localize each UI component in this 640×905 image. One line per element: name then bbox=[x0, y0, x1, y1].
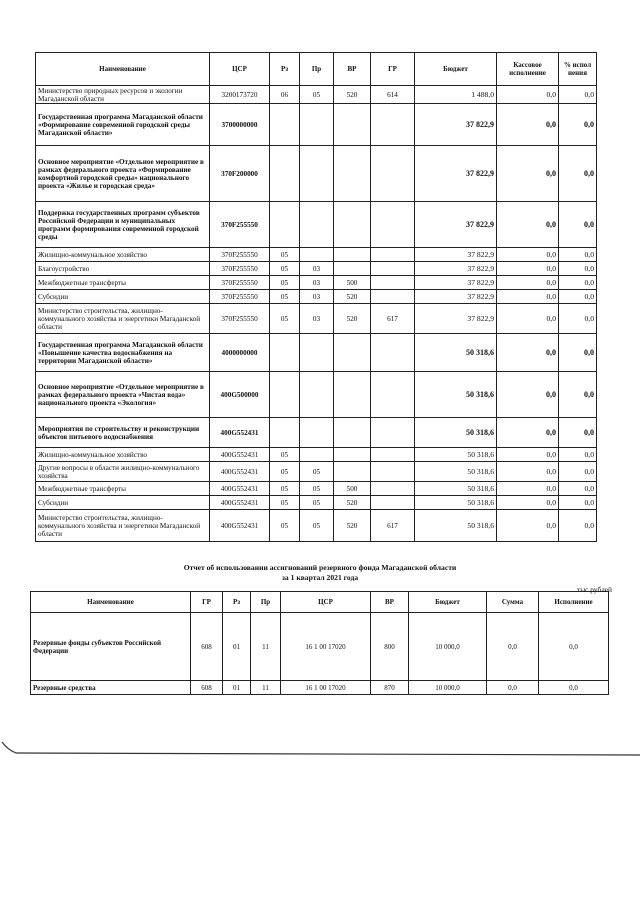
cell-vr bbox=[334, 334, 371, 372]
cell-vr: 520 bbox=[334, 86, 371, 104]
cell-name: Субсидии bbox=[36, 290, 210, 304]
cell-csr: 400G500000 bbox=[210, 372, 270, 418]
cell-gr bbox=[371, 146, 415, 202]
cell-kass: 0,0 bbox=[497, 462, 559, 482]
cell-vr bbox=[334, 462, 371, 482]
cell-csr: 3700000000 bbox=[210, 104, 270, 146]
cell-pct: 0,0 bbox=[559, 462, 597, 482]
cell-kass: 0,0 bbox=[497, 418, 559, 448]
cell-gr bbox=[371, 290, 415, 304]
cell-gr bbox=[371, 104, 415, 146]
cell-kass: 0,0 bbox=[497, 104, 559, 146]
res-header-vr: ВР bbox=[371, 592, 409, 613]
res-cell-exec: 0,0 bbox=[539, 613, 609, 681]
cell-budget: 37 822,9 bbox=[415, 104, 497, 146]
cell-name: Другие вопросы в области жилищно-коммунального хозяйства bbox=[36, 462, 210, 482]
cell-pr: 03 bbox=[300, 276, 334, 290]
cell-vr bbox=[334, 372, 371, 418]
cell-kass: 0,0 bbox=[497, 372, 559, 418]
cell-pct: 0,0 bbox=[559, 248, 597, 262]
res-header-gr: ГР bbox=[191, 592, 223, 613]
table-row bbox=[36, 290, 597, 304]
cell-csr: 370F255550 bbox=[210, 276, 270, 290]
table-row bbox=[36, 86, 597, 104]
cell-pr bbox=[300, 334, 334, 372]
cell-rz: 05 bbox=[270, 248, 300, 262]
table-row bbox=[36, 462, 597, 482]
cell-csr: 3200173720 bbox=[210, 86, 270, 104]
res-cell-rz: 01 bbox=[223, 681, 251, 695]
cell-name: Министерство строительства, жилищно-коммунального хозяйства и энергетики Магаданской области bbox=[36, 304, 210, 334]
cell-csr: 370F255550 bbox=[210, 262, 270, 276]
cell-vr bbox=[334, 418, 371, 448]
cell-budget: 50 318,6 bbox=[415, 482, 497, 496]
table-row bbox=[31, 681, 609, 695]
cell-csr: 370F255550 bbox=[210, 202, 270, 248]
cell-vr bbox=[334, 248, 371, 262]
res-cell-vr: 800 bbox=[371, 613, 409, 681]
cell-budget: 50 318,6 bbox=[415, 496, 497, 510]
table-row bbox=[36, 334, 597, 372]
cell-pct: 0,0 bbox=[559, 496, 597, 510]
cell-gr bbox=[371, 248, 415, 262]
cell-name: Государственная программа Магаданской области «Формирование современной городской среды Магаданской области» bbox=[36, 104, 210, 146]
cell-vr bbox=[334, 104, 371, 146]
cell-name: Министерство природных ресурсов и экологии Магаданской области bbox=[36, 86, 210, 104]
table-row bbox=[36, 448, 597, 462]
cell-pct: 0,0 bbox=[559, 202, 597, 248]
table-row bbox=[36, 202, 597, 248]
table-row bbox=[36, 276, 597, 290]
cell-pct: 0,0 bbox=[559, 482, 597, 496]
cell-budget: 37 822,9 bbox=[415, 248, 497, 262]
col-header-pct: % испол нения bbox=[559, 53, 597, 86]
cell-vr bbox=[334, 202, 371, 248]
report-period: за 1 квартал 2021 года bbox=[281, 573, 359, 582]
cell-pr bbox=[300, 146, 334, 202]
cell-vr bbox=[334, 448, 371, 462]
res-header-pr: Пр bbox=[251, 592, 281, 613]
cell-kass: 0,0 bbox=[497, 482, 559, 496]
cell-pr bbox=[300, 248, 334, 262]
res-header-exec: Исполнение bbox=[539, 592, 609, 613]
table-row bbox=[36, 262, 597, 276]
res-header-sum: Сумма bbox=[487, 592, 539, 613]
res-cell-csr: 16 1 00 17020 bbox=[281, 681, 371, 695]
cell-pct: 0,0 bbox=[559, 276, 597, 290]
cell-pr: 03 bbox=[300, 304, 334, 334]
cell-rz: 05 bbox=[270, 482, 300, 496]
cell-gr bbox=[371, 276, 415, 290]
cell-gr bbox=[371, 262, 415, 276]
report-unit: тыс.рублей bbox=[576, 585, 612, 594]
cell-kass: 0,0 bbox=[497, 202, 559, 248]
cell-gr: 614 bbox=[371, 86, 415, 104]
cell-gr bbox=[371, 482, 415, 496]
cell-name: Субсидии bbox=[36, 496, 210, 510]
cell-rz bbox=[270, 202, 300, 248]
cell-gr bbox=[371, 334, 415, 372]
cell-kass: 0,0 bbox=[497, 146, 559, 202]
cell-kass: 0,0 bbox=[497, 262, 559, 276]
cell-rz: 05 bbox=[270, 510, 300, 542]
cell-rz: 05 bbox=[270, 290, 300, 304]
cell-kass: 0,0 bbox=[497, 448, 559, 462]
cell-csr: 370F255550 bbox=[210, 290, 270, 304]
res-cell-name: Резервные фонды субъектов Российской Федерации bbox=[31, 613, 191, 681]
report-title: Отчет об использовании ассигнований резервного фонда Магаданской области bbox=[183, 563, 457, 572]
cell-name: Основное мероприятие «Отдельное мероприятие в рамках федерального проекта «Формирование комфортной городской среды» национального проекта «Жилье и городская среда» bbox=[36, 146, 210, 202]
cell-csr: 400G552431 bbox=[210, 418, 270, 448]
cell-kass: 0,0 bbox=[497, 304, 559, 334]
cell-rz bbox=[270, 104, 300, 146]
cell-budget: 37 822,9 bbox=[415, 146, 497, 202]
cell-gr bbox=[371, 418, 415, 448]
cell-vr: 500 bbox=[334, 482, 371, 496]
cell-kass: 0,0 bbox=[497, 334, 559, 372]
res-header-budget: Бюджет bbox=[409, 592, 487, 613]
cell-rz: 05 bbox=[270, 496, 300, 510]
cell-pr: 05 bbox=[300, 510, 334, 542]
res-cell-rz: 01 bbox=[223, 613, 251, 681]
table-row bbox=[36, 104, 597, 146]
cell-name: Государственная программа Магаданской области «Повышение качества водоснабжения на территории Магаданской области» bbox=[36, 334, 210, 372]
cell-vr bbox=[334, 262, 371, 276]
cell-pct: 0,0 bbox=[559, 448, 597, 462]
cell-rz: 05 bbox=[270, 448, 300, 462]
cell-budget: 37 822,9 bbox=[415, 276, 497, 290]
cell-kass: 0,0 bbox=[497, 496, 559, 510]
cell-csr: 400G552431 bbox=[210, 462, 270, 482]
res-cell-budget: 10 000,0 bbox=[409, 681, 487, 695]
cell-csr: 400G552431 bbox=[210, 448, 270, 462]
cell-budget: 50 318,6 bbox=[415, 418, 497, 448]
cell-gr bbox=[371, 448, 415, 462]
budget-table-header bbox=[36, 53, 597, 86]
cell-pct: 0,0 bbox=[559, 146, 597, 202]
cell-rz: 05 bbox=[270, 262, 300, 276]
cell-csr: 370F255550 bbox=[210, 248, 270, 262]
page-edge-line bbox=[0, 736, 640, 760]
cell-gr bbox=[371, 202, 415, 248]
cell-pr bbox=[300, 104, 334, 146]
cell-pr: 05 bbox=[300, 86, 334, 104]
cell-vr: 520 bbox=[334, 510, 371, 542]
cell-name: Поддержка государственных программ субъектов Российской Федерации и муниципальных программ формирования современной городской среды bbox=[36, 202, 210, 248]
cell-pct: 0,0 bbox=[559, 372, 597, 418]
res-cell-budget: 10 000,0 bbox=[409, 613, 487, 681]
cell-pr bbox=[300, 202, 334, 248]
cell-pct: 0,0 bbox=[559, 334, 597, 372]
cell-budget: 50 318,6 bbox=[415, 372, 497, 418]
cell-kass: 0,0 bbox=[497, 276, 559, 290]
res-cell-pr: 11 bbox=[251, 681, 281, 695]
res-cell-sum: 0,0 bbox=[487, 681, 539, 695]
cell-vr bbox=[334, 146, 371, 202]
res-header-csr: ЦСР bbox=[281, 592, 371, 613]
cell-vr: 520 bbox=[334, 290, 371, 304]
cell-budget: 50 318,6 bbox=[415, 448, 497, 462]
cell-budget: 37 822,9 bbox=[415, 290, 497, 304]
cell-pr: 03 bbox=[300, 290, 334, 304]
cell-pr bbox=[300, 448, 334, 462]
table-row bbox=[36, 510, 597, 542]
cell-pr bbox=[300, 372, 334, 418]
cell-rz bbox=[270, 146, 300, 202]
res-header-name: Наименование bbox=[31, 592, 191, 613]
table-row bbox=[36, 482, 597, 496]
cell-csr: 400G552431 bbox=[210, 510, 270, 542]
cell-vr: 520 bbox=[334, 496, 371, 510]
cell-pr: 05 bbox=[300, 482, 334, 496]
cell-name: Межбюджетные трансферты bbox=[36, 276, 210, 290]
cell-pr: 03 bbox=[300, 262, 334, 276]
cell-pct: 0,0 bbox=[559, 104, 597, 146]
cell-name: Межбюджетные трансферты bbox=[36, 482, 210, 496]
budget-table bbox=[35, 52, 597, 542]
cell-gr: 617 bbox=[371, 510, 415, 542]
cell-rz bbox=[270, 418, 300, 448]
cell-name: Основное мероприятие «Отдельное мероприятие в рамках федерального проекта «Чистая вода» национального проекта «Экология» bbox=[36, 372, 210, 418]
reserve-table-header bbox=[31, 592, 609, 613]
cell-csr: 370F200000 bbox=[210, 146, 270, 202]
table-row bbox=[36, 146, 597, 202]
cell-budget: 1 488,0 bbox=[415, 86, 497, 104]
cell-vr: 520 bbox=[334, 304, 371, 334]
table-row bbox=[36, 304, 597, 334]
cell-kass: 0,0 bbox=[497, 86, 559, 104]
cell-pct: 0,0 bbox=[559, 86, 597, 104]
cell-name: Мероприятия по строительству и реконструкции объектов питьевого водоснабжения bbox=[36, 418, 210, 448]
res-cell-gr: 608 bbox=[191, 681, 223, 695]
cell-rz bbox=[270, 372, 300, 418]
table-row bbox=[36, 496, 597, 510]
cell-csr: 400G552431 bbox=[210, 496, 270, 510]
cell-rz bbox=[270, 334, 300, 372]
cell-kass: 0,0 bbox=[497, 248, 559, 262]
cell-budget: 37 822,9 bbox=[415, 304, 497, 334]
cell-vr: 500 bbox=[334, 276, 371, 290]
cell-csr: 4000000000 bbox=[210, 334, 270, 372]
col-header-budget: Бюджет bbox=[415, 53, 497, 86]
col-header-csr: ЦСР bbox=[210, 53, 270, 86]
table-row bbox=[36, 248, 597, 262]
col-header-gr: ГР bbox=[371, 53, 415, 86]
cell-budget: 50 318,6 bbox=[415, 462, 497, 482]
cell-name: Жилищно-коммунальное хозяйство bbox=[36, 448, 210, 462]
cell-kass: 0,0 bbox=[497, 510, 559, 542]
table-row bbox=[36, 372, 597, 418]
cell-rz: 05 bbox=[270, 276, 300, 290]
col-header-rz: Рз bbox=[270, 53, 300, 86]
col-header-vr: ВР bbox=[334, 53, 371, 86]
res-cell-gr: 608 bbox=[191, 613, 223, 681]
cell-gr: 617 bbox=[371, 304, 415, 334]
cell-pr bbox=[300, 418, 334, 448]
res-cell-vr: 870 bbox=[371, 681, 409, 695]
cell-pr: 05 bbox=[300, 462, 334, 482]
reserve-fund-table bbox=[30, 591, 609, 695]
cell-name: Жилищно-коммунальное хозяйство bbox=[36, 248, 210, 262]
cell-pct: 0,0 bbox=[559, 418, 597, 448]
cell-budget: 50 318,6 bbox=[415, 510, 497, 542]
cell-pct: 0,0 bbox=[559, 262, 597, 276]
cell-pct: 0,0 bbox=[559, 304, 597, 334]
cell-csr: 370F255550 bbox=[210, 304, 270, 334]
cell-name: Министерство строительства, жилищно-коммунального хозяйства и энергетики Магаданской области bbox=[36, 510, 210, 542]
res-cell-exec: 0,0 bbox=[539, 681, 609, 695]
cell-kass: 0,0 bbox=[497, 290, 559, 304]
res-cell-pr: 11 bbox=[251, 613, 281, 681]
cell-rz: 06 bbox=[270, 86, 300, 104]
cell-name: Благоустройство bbox=[36, 262, 210, 276]
cell-pct: 0,0 bbox=[559, 290, 597, 304]
cell-gr bbox=[371, 496, 415, 510]
col-header-kass: Кассовое исполнение bbox=[497, 53, 559, 86]
res-cell-csr: 16 1 00 17020 bbox=[281, 613, 371, 681]
table-row bbox=[36, 418, 597, 448]
table-row bbox=[31, 613, 609, 681]
cell-budget: 37 822,9 bbox=[415, 262, 497, 276]
cell-budget: 50 318,6 bbox=[415, 334, 497, 372]
col-header-name: Наименование bbox=[36, 53, 210, 86]
res-cell-sum: 0,0 bbox=[487, 613, 539, 681]
cell-gr bbox=[371, 372, 415, 418]
res-header-rz: Рз bbox=[223, 592, 251, 613]
cell-pr: 05 bbox=[300, 496, 334, 510]
cell-csr: 400G552431 bbox=[210, 482, 270, 496]
cell-gr bbox=[371, 462, 415, 482]
col-header-pr: Пр bbox=[300, 53, 334, 86]
cell-rz: 05 bbox=[270, 462, 300, 482]
cell-budget: 37 822,9 bbox=[415, 202, 497, 248]
cell-pct: 0,0 bbox=[559, 510, 597, 542]
res-cell-name: Резервные средства bbox=[31, 681, 191, 695]
cell-rz: 05 bbox=[270, 304, 300, 334]
